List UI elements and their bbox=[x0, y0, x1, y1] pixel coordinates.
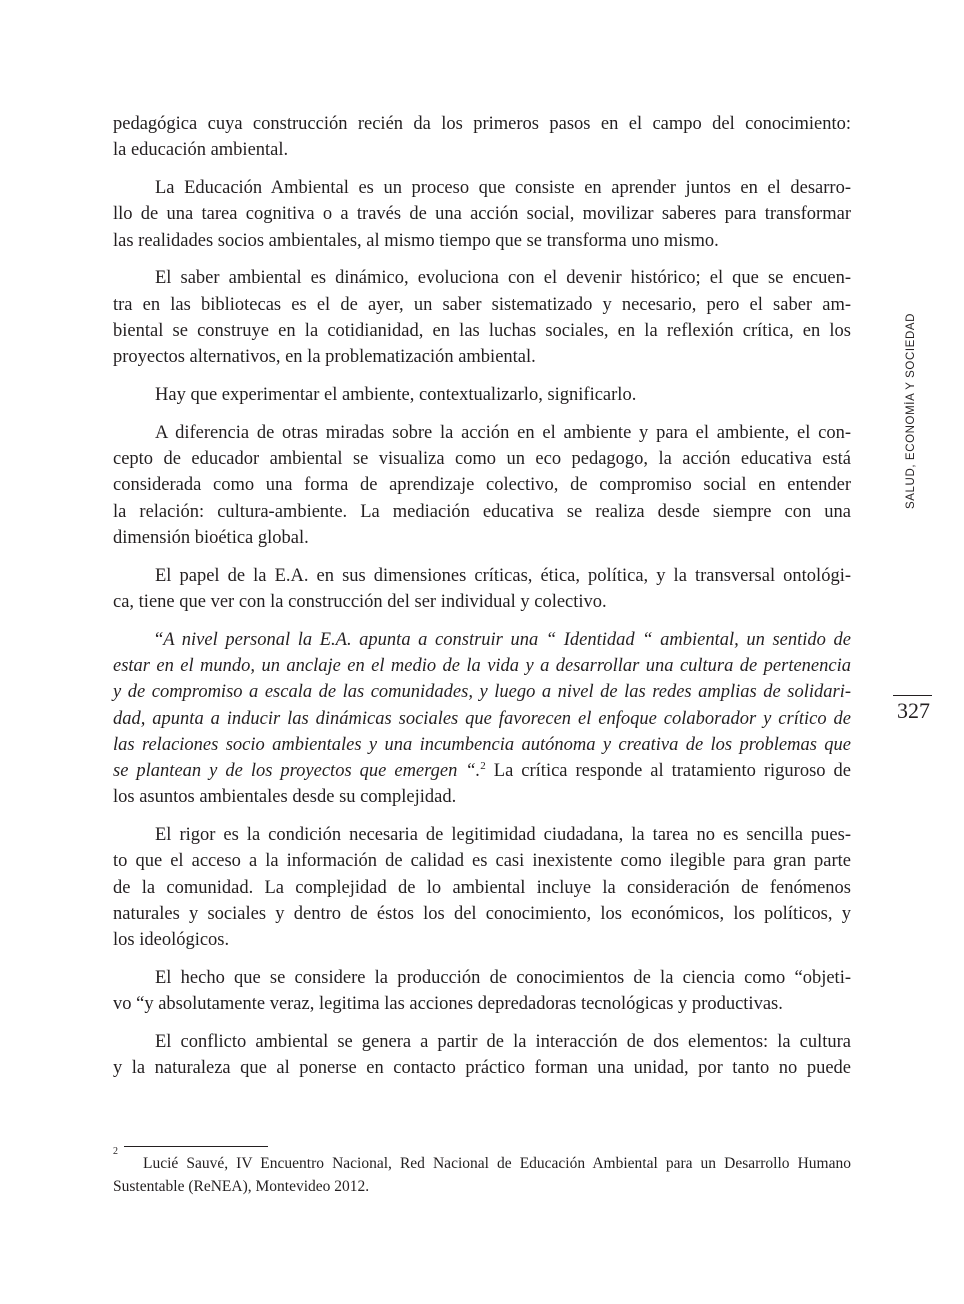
text-line: El saber ambiental es dinámico, evoluciona con el devenir histórico; el que se encuen- bbox=[155, 268, 851, 289]
text-line bbox=[113, 784, 851, 810]
text-line: de la comunidad. La complejidad de lo ambiental incluye la consideración de fenómenos bbox=[113, 877, 851, 898]
text-line bbox=[113, 679, 851, 705]
body-text: los asuntos ambientales desde su complejidad. bbox=[113, 787, 457, 808]
body-paragraph bbox=[113, 822, 851, 953]
footnote bbox=[113, 1146, 851, 1198]
text-line bbox=[113, 653, 851, 679]
text-line: naturales y sociales y dentro de éstos los del conocimiento, los económicos, los políticos, y bbox=[113, 903, 851, 924]
text-line: considerada como una forma de aprendizaje colectivo, de compromiso social en entender bbox=[113, 475, 851, 496]
text-line: la relación: cultura-ambiente. La mediación educativa se realiza desde siempre con una bbox=[113, 501, 851, 522]
body-paragraph bbox=[113, 382, 851, 408]
text-line: pedagógica cuya construcción recién da los primeros pasos en el campo del conocimiento: bbox=[113, 114, 851, 134]
quoted-text: A nivel personal la E.A. apunta a construir una “ Identidad “ ambiental, un sentido de bbox=[163, 629, 851, 650]
text-line bbox=[113, 732, 851, 758]
text-line: tra en las bibliotecas es el de ayer, un saber sistematizado y necesario, pero el saber am- bbox=[113, 294, 851, 315]
text-line bbox=[113, 758, 851, 784]
page-number-rule bbox=[893, 695, 932, 696]
body-text: La crítica responde al tratamiento riguroso de bbox=[485, 761, 851, 782]
text-line: ca, tiene que ver con la construcción del ser individual y colectivo. bbox=[113, 591, 607, 612]
body-text-column bbox=[113, 111, 851, 1082]
text-line: El papel de la E.A. en sus dimensiones críticas, ética, política, y la transversal ontológi- bbox=[155, 565, 851, 586]
footnote-separator bbox=[124, 1146, 268, 1147]
quoted-text: y de compromiso a escala de las comunidades, y luego a nivel de las redes amplias de solidari- bbox=[113, 682, 851, 703]
text-line: vo “y absolutamente veraz, legitima las acciones depredadoras tecnológicas y productivas. bbox=[113, 994, 783, 1015]
body-paragraph bbox=[113, 175, 851, 254]
quote-paragraph bbox=[113, 627, 851, 811]
text-line: El rigor es la condición necesaria de legitimidad ciudadana, la tarea no es sencilla pues- bbox=[155, 825, 851, 846]
text-line: A diferencia de otras miradas sobre la acción en el ambiente y para el ambiente, el con- bbox=[155, 422, 851, 443]
body-paragraph bbox=[113, 965, 851, 1018]
text-line: to que el acceso a la información de calidad es casi inexistente como ilegible para gran parte bbox=[113, 851, 851, 872]
body-paragraph bbox=[113, 420, 851, 551]
footnote-line bbox=[113, 1146, 851, 1175]
quoted-text: las relaciones socio ambientales y una incumbencia autónoma y creativa de los problemas que bbox=[113, 734, 851, 755]
footnote-reference: 2 bbox=[480, 760, 486, 773]
text-line: llo de una tarea cognitiva o a través de una acción social, movilizar saberes para transformar bbox=[113, 204, 851, 225]
text-line bbox=[113, 706, 851, 732]
body-paragraph bbox=[113, 1029, 851, 1082]
text-line: dimensión bioética global. bbox=[113, 527, 309, 548]
text-line: El conflicto ambiental se genera a partir de la interacción de dos elementos: la cultura bbox=[155, 1032, 851, 1053]
body-paragraph bbox=[113, 111, 851, 164]
quoted-text: dad, apunta a inducir las dinámicas sociales que favorecen el enfoque colaborador y crítico de bbox=[113, 708, 851, 729]
body-paragraph bbox=[113, 563, 851, 616]
text-line: la educación ambiental. bbox=[113, 140, 289, 161]
text-line bbox=[113, 627, 851, 653]
text-line: proyectos alternativos, en la problematización ambiental. bbox=[113, 347, 536, 368]
text-line: El hecho que se considere la producción de conocimientos de la ciencia como “objeti- bbox=[155, 968, 851, 988]
text-line: los ideológicos. bbox=[113, 930, 230, 951]
quoted-text: estar en el mundo, un anclaje en el medio de la vida y a desarrollar una cultura de pertenencia bbox=[113, 656, 851, 677]
text-line: cepto de educador ambiental se visualiza como un eco pedagogo, la acción educativa está bbox=[113, 449, 851, 470]
text-line: y la naturaleza que al ponerse en contacto práctico forman una unidad, por tanto no puede bbox=[113, 1058, 851, 1079]
running-head: SALUD, ECONOMÍA Y SOCIEDAD bbox=[905, 312, 917, 510]
text-line: las realidades socios ambientales, al mismo tiempo que se transforma uno mismo. bbox=[113, 230, 719, 251]
opening-quote-mark: “ bbox=[155, 629, 164, 650]
text-line: Hay que experimentar el ambiente, contextualizarlo, significarlo. bbox=[155, 385, 637, 406]
body-paragraph bbox=[113, 265, 851, 370]
page-number: 327 bbox=[897, 698, 930, 723]
quoted-text: se plantean y de los proyectos que emergen “. bbox=[113, 761, 481, 782]
footnote-line: Sustentable (ReNEA), Montevideo 2012. bbox=[113, 1178, 370, 1195]
footnote-marker: 2 bbox=[113, 1146, 118, 1157]
text-line: biental se construye en la cotidianidad, en las luchas sociales, en la reflexión crítica, en los bbox=[113, 320, 851, 341]
text-line: La Educación Ambiental es un proceso que consiste en aprender juntos en el desarro- bbox=[155, 178, 851, 199]
footnote-text: Lucié Sauvé, IV Encuentro Nacional, Red Nacional de Educación Ambiental para un Desarrollo Humano bbox=[143, 1155, 851, 1172]
